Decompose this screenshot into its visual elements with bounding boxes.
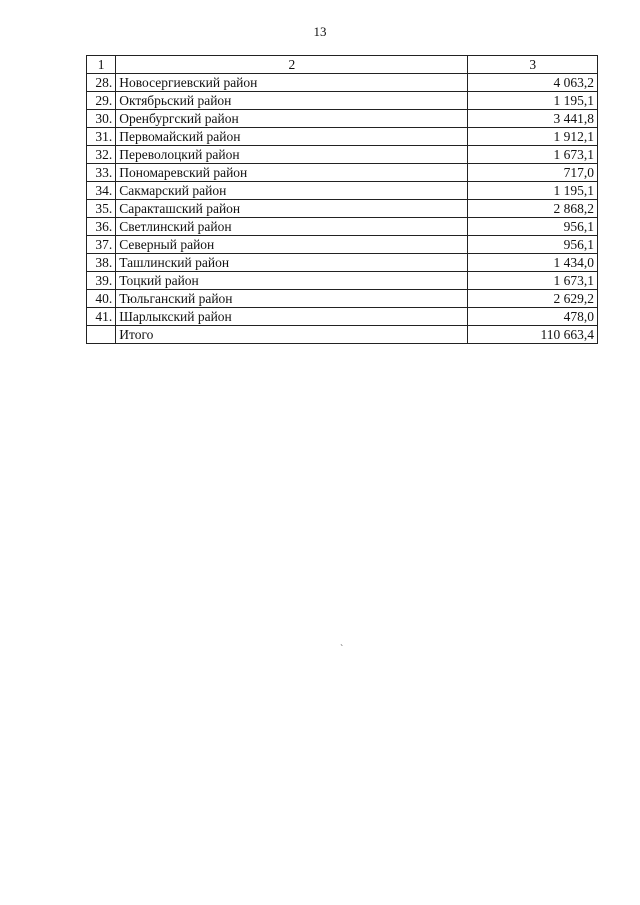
table-row [87,308,598,326]
district-value: 1 912,1 [468,128,598,146]
table-row [87,128,598,146]
row-number: 31. [87,128,116,146]
table-row [87,146,598,164]
row-number: 37. [87,236,116,254]
district-name: Октябрьский район [116,92,468,110]
table-row [87,200,598,218]
table-total-row [87,326,598,344]
district-value: 2 868,2 [468,200,598,218]
row-number: 30. [87,110,116,128]
table-header-row [87,56,598,74]
district-value: 4 063,2 [468,74,598,92]
district-value: 1 673,1 [468,146,598,164]
district-value: 478,0 [468,308,598,326]
total-value: 110 663,4 [468,326,598,344]
district-name: Новосергиевский район [116,74,468,92]
district-name: Переволоцкий район [116,146,468,164]
row-number: 40. [87,290,116,308]
district-name: Северный район [116,236,468,254]
district-value: 717,0 [468,164,598,182]
district-value: 956,1 [468,236,598,254]
district-name: Сакмарский район [116,182,468,200]
district-table [86,55,598,344]
table-row [87,74,598,92]
row-number: 33. [87,164,116,182]
row-number: 28. [87,74,116,92]
table-row [87,110,598,128]
district-value: 3 441,8 [468,110,598,128]
table-row [87,272,598,290]
district-name: Первомайский район [116,128,468,146]
table-row [87,236,598,254]
row-number: 29. [87,92,116,110]
table-row [87,164,598,182]
district-name: Светлинский район [116,218,468,236]
table-row [87,92,598,110]
row-number: 41. [87,308,116,326]
district-name: Тюльганский район [116,290,468,308]
district-name: Тоцкий район [116,272,468,290]
table-row [87,218,598,236]
row-number: 36. [87,218,116,236]
total-number [87,326,116,344]
table-row [87,290,598,308]
district-value: 2 629,2 [468,290,598,308]
total-label: Итого [116,326,468,344]
column-header-name: 2 [116,56,468,74]
row-number: 39. [87,272,116,290]
district-name: Шарлыкский район [116,308,468,326]
district-value: 956,1 [468,218,598,236]
page-number: 13 [313,24,327,39]
row-number: 35. [87,200,116,218]
district-name: Оренбургский район [116,110,468,128]
table-row [87,254,598,272]
column-header-number: 1 [87,56,116,74]
stray-mark: ` [340,644,344,655]
row-number: 34. [87,182,116,200]
table-row [87,182,598,200]
column-header-value: 3 [468,56,598,74]
district-name: Ташлинский район [116,254,468,272]
district-value: 1 434,0 [468,254,598,272]
row-number: 38. [87,254,116,272]
district-value: 1 195,1 [468,182,598,200]
district-name: Саракташский район [116,200,468,218]
row-number: 32. [87,146,116,164]
district-value: 1 673,1 [468,272,598,290]
district-value: 1 195,1 [468,92,598,110]
district-name: Пономаревский район [116,164,468,182]
